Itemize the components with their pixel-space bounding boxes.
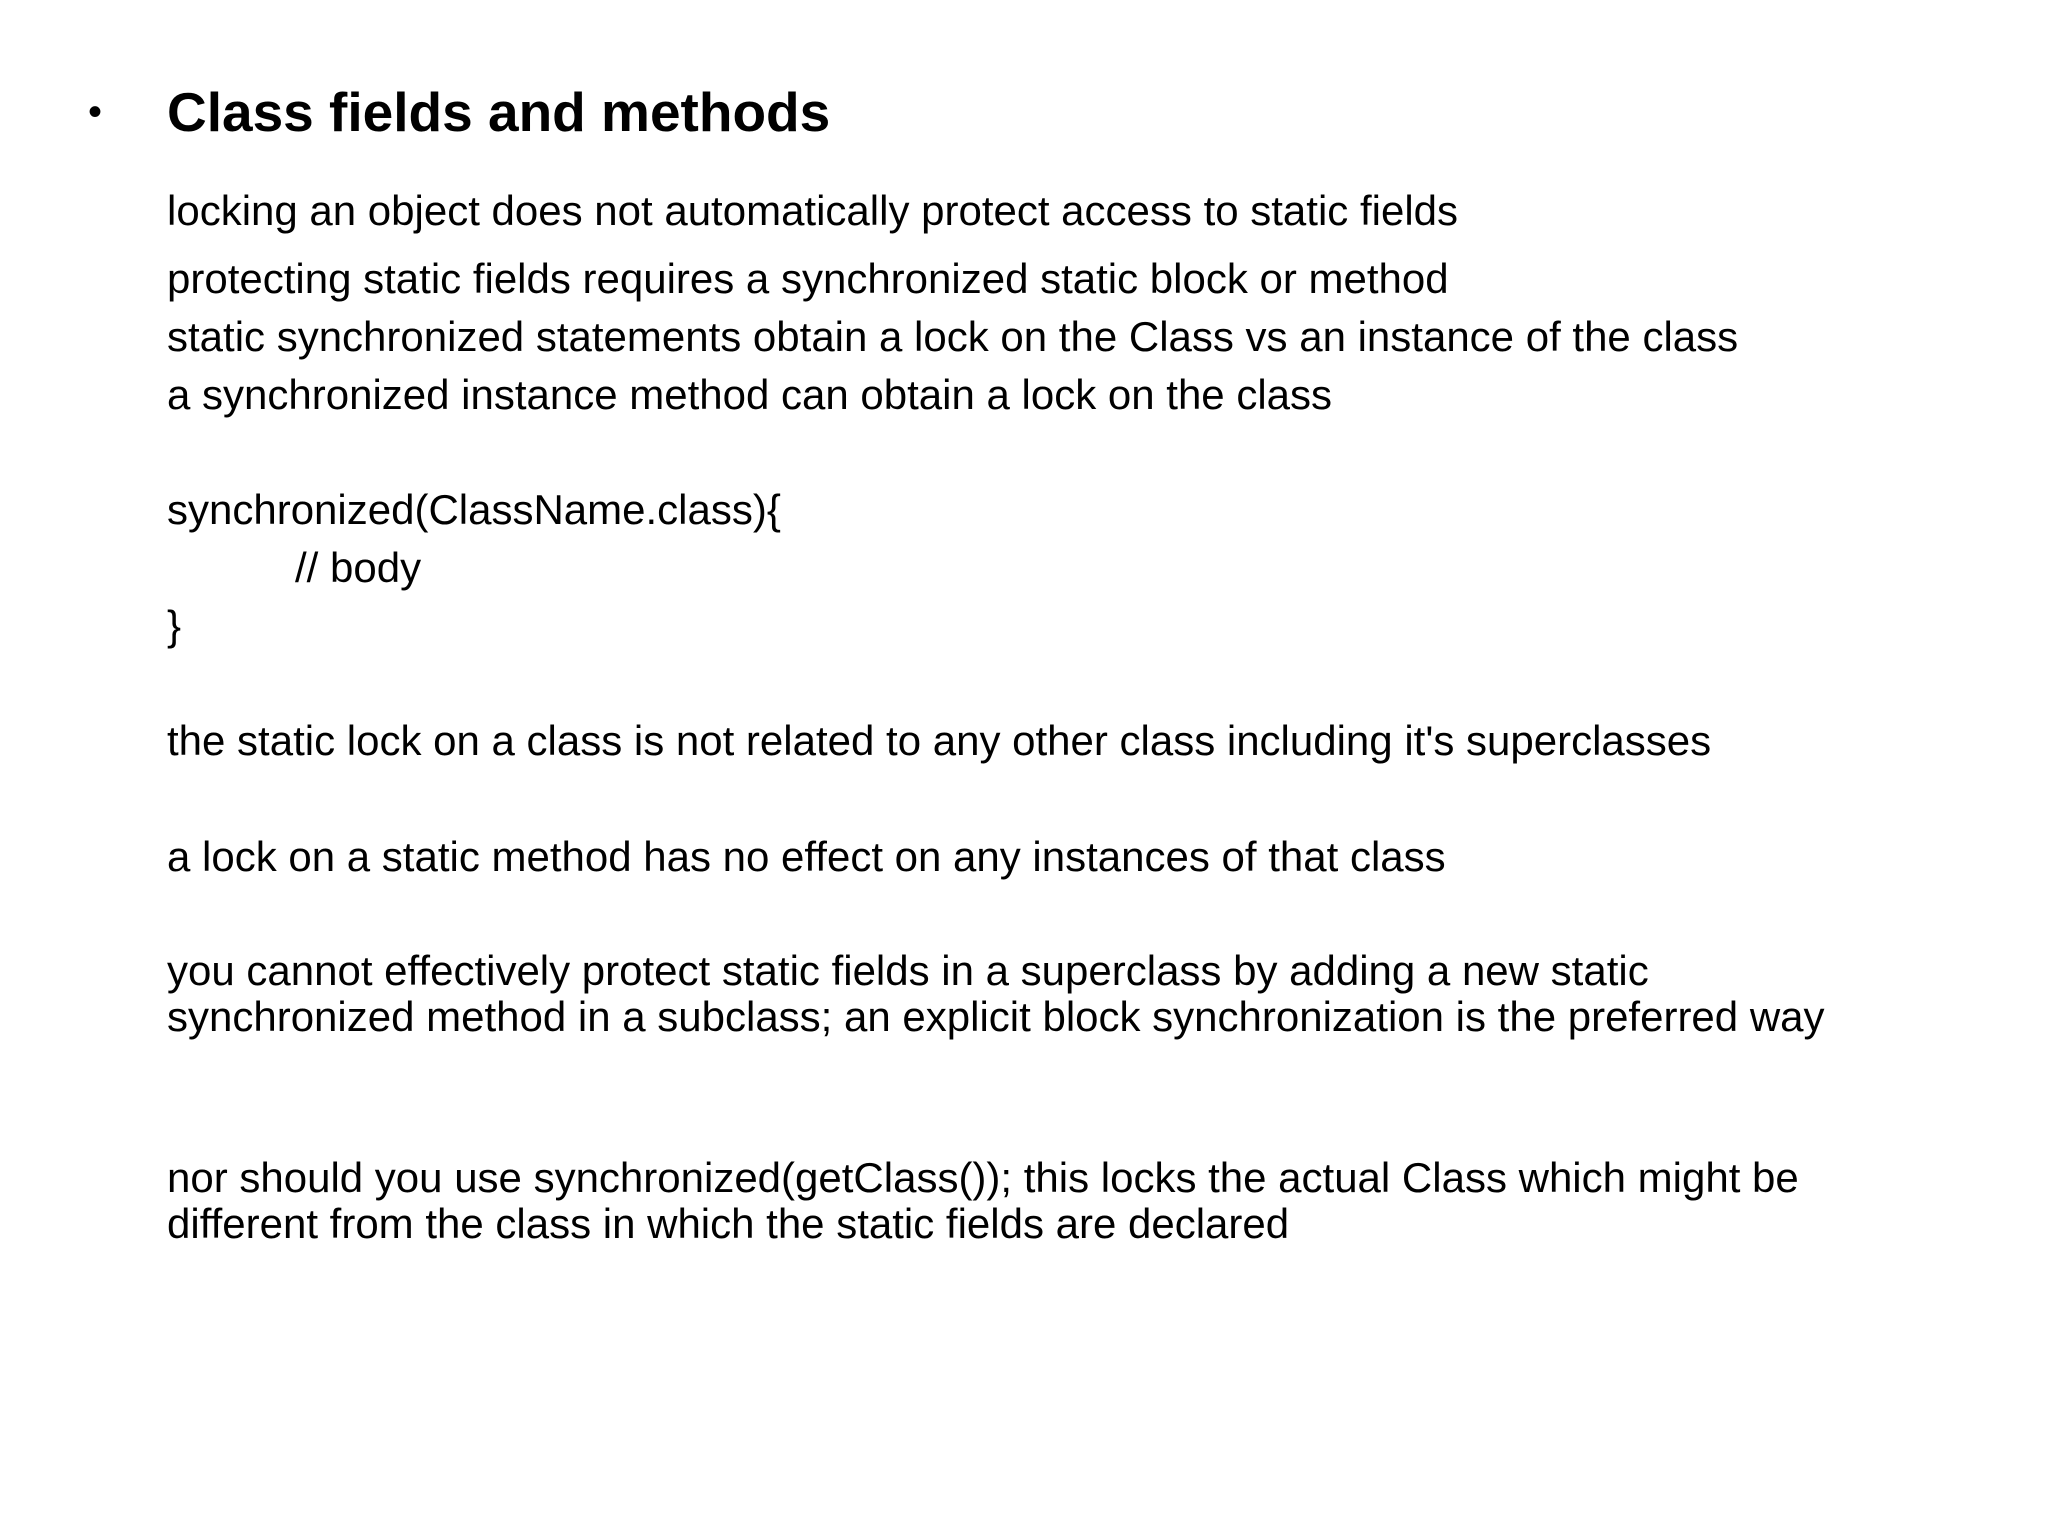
note-2: a lock on a static method has no effect on any instances of that class bbox=[167, 833, 1446, 880]
note-3: you cannot effectively protect static fields in a superclass by adding a new static synchronized method in a subclass; an explicit block synchronization is the preferred way bbox=[167, 947, 1825, 1040]
text-line-3: static synchronized statements obtain a lock on the Class vs an instance of the class bbox=[167, 313, 1739, 360]
note-4: nor should you use synchronized(getClass()); this locks the actual Class which might be different from the class in which the static fields are declared bbox=[167, 1154, 1799, 1247]
text-line-4: a synchronized instance method can obtain a lock on the class bbox=[167, 371, 1333, 418]
text-line-2: protecting static fields requires a synchronized static block or method bbox=[167, 255, 1449, 302]
code-line-1: synchronized(ClassName.class){ bbox=[167, 486, 781, 533]
bullet-marker: • bbox=[88, 90, 103, 134]
note-1: the static lock on a class is not related to any other class including it's superclasses bbox=[167, 717, 1712, 764]
text-line-1: locking an object does not automatically protect access to static fields bbox=[167, 187, 1459, 234]
code-line-2: // body bbox=[295, 544, 422, 591]
code-line-3: } bbox=[167, 602, 182, 649]
slide-heading: Class fields and methods bbox=[167, 81, 831, 143]
